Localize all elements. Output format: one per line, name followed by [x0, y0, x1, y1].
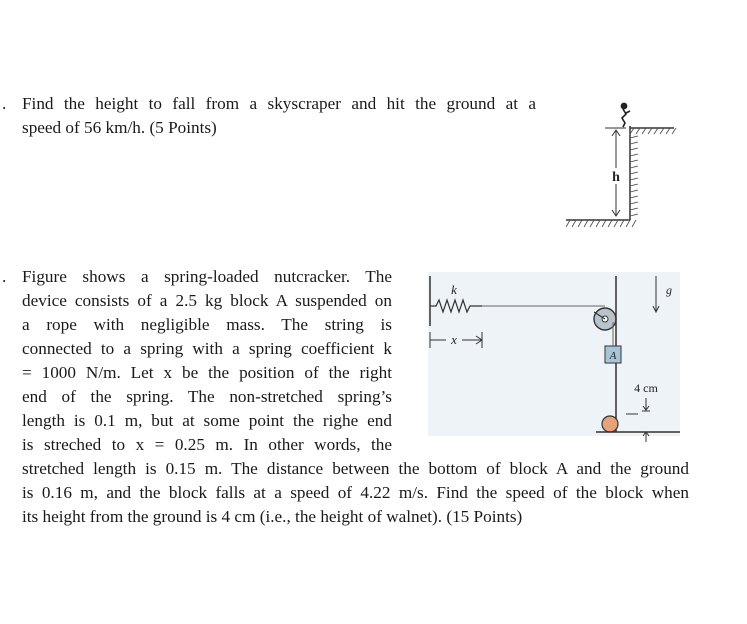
- problem-2-line-4: connected to a spring with a spring coefficient k: [22, 339, 392, 358]
- problem-2-line-1: Figure shows a spring-loaded nutcracker. The: [22, 267, 392, 286]
- block-label: A: [609, 350, 617, 362]
- skyscraper-figure: [560, 96, 684, 244]
- problem-2-line-6: end of the spring. The non-stretched spring’s: [22, 387, 392, 406]
- problem-2-bullet: .: [2, 267, 7, 286]
- problem-2-line-2: device consists of a 2.5 kg block A suspended on: [22, 291, 392, 310]
- problem-2-line-7: length is 0.1 m, but at some point the righe end: [22, 411, 392, 430]
- problem-2-line-9: stretched length is 0.15 m. The distance between the bottom of block A and the ground: [22, 459, 689, 478]
- problem-2-line-11: its height from the ground is 4 cm (i.e., the height of walnet). (15 Points): [22, 507, 523, 526]
- nutcracker-figure: [400, 264, 696, 450]
- problem-2-line-5: = 1000 N/m. Let x be the position of the right: [22, 363, 392, 382]
- height-label: h: [612, 170, 620, 185]
- problem-2-line-8: is streched to x = 0.25 m. In other words, the: [22, 435, 392, 454]
- spring-label: k: [451, 282, 457, 297]
- ground-hatching: [566, 220, 636, 227]
- problem-1-line-1: Find the height to fall from a skyscraper and hit the ground at a: [22, 94, 536, 113]
- problem-2-line-10: is 0.16 m, and the block falls at a speed of 4.22 m/s. Find the speed of the block when: [22, 483, 689, 502]
- walnut: [602, 416, 618, 432]
- problem-2-line-3: a rope with negligible mass. The string is: [22, 315, 392, 334]
- problem-1-line-2: speed of 56 km/h. (5 Points): [22, 118, 217, 137]
- problem-1-bullet: .: [2, 94, 7, 113]
- position-label: x: [451, 332, 457, 347]
- gravity-label: g: [666, 283, 672, 297]
- walnut-height-label: 4 cm: [634, 381, 658, 395]
- person-icon: [621, 103, 630, 127]
- wall-hatching: [630, 136, 638, 216]
- roof-hatching: [630, 128, 676, 134]
